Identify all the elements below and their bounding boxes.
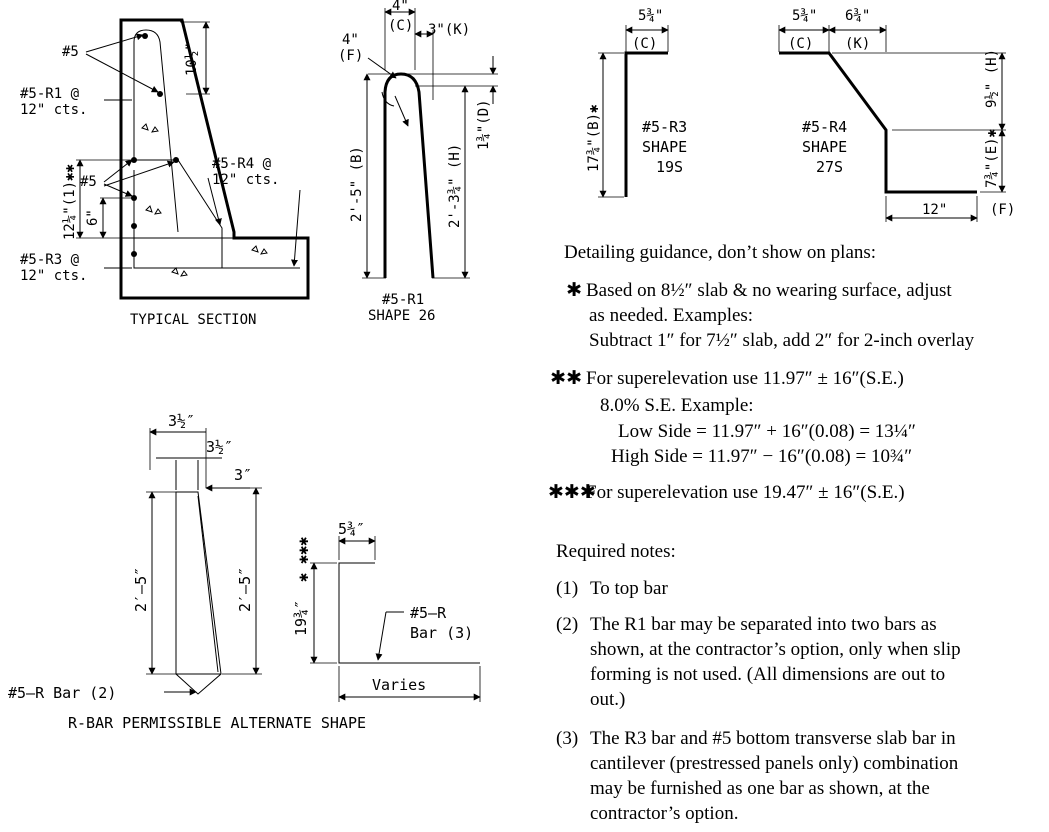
alt-dim-top3: 3″: [234, 466, 253, 484]
alt-varies: Varies: [372, 676, 427, 694]
dim-top: 10½": [184, 42, 200, 76]
required-note-1-number: (1): [556, 578, 579, 599]
alt-bar3-line1: #5–R: [410, 604, 447, 622]
dim-six: 6": [85, 209, 101, 226]
required-note-1-line1: To top bar: [590, 578, 668, 599]
alt-title: R-BAR PERMISSIBLE ALTERNATE SHAPE: [68, 714, 367, 732]
note-star2-line2: 8.0% S.E. Example:: [600, 395, 754, 416]
r3-label-line1: #5-R3: [642, 118, 688, 136]
required-note-1: [556, 576, 668, 601]
alt-bar3-line2: Bar (3): [410, 624, 474, 642]
r4-dim-k: 6¾": [845, 8, 871, 24]
note-star2: [548, 366, 904, 391]
r4-dim-e: 7¾"(E)✱: [984, 128, 1000, 188]
note-star2-line3: Low Side = 11.97″ + 16″(0.08) = 13¼″: [618, 421, 916, 442]
label-r1-line2: 12" cts.: [20, 102, 88, 118]
alt-dim-hook: 5¾″: [338, 520, 366, 538]
required-note-3: [556, 726, 956, 751]
alt-dim-right: 2′–5″: [236, 566, 254, 612]
label-bar5-mid: #5: [80, 174, 97, 190]
required-note-2-line2: shown, at the contractor’s option, only when slip: [590, 639, 961, 660]
label-r4-line1: #5-R4 @: [212, 156, 272, 172]
r4-label-line2: SHAPE: [802, 138, 848, 156]
r3-label-line3: 19S: [656, 158, 684, 176]
label-bar5-top: #5: [62, 44, 79, 60]
note-star1-symbol: ✱: [566, 280, 582, 301]
r1-dim-k: 3"(K): [428, 22, 471, 38]
note-star1-line3: Subtract 1″ for 7½″ slab, add 2″ for 2-inch overlay: [589, 330, 975, 351]
r1-dim-f-line1: 4": [342, 32, 359, 48]
r4-dim-c: 5¾": [792, 8, 818, 24]
label-r3-line1: #5-R3 @: [20, 252, 80, 268]
r4-dim-c-tag: (C): [788, 36, 814, 52]
r1-dim-c-tag: (C): [388, 18, 414, 34]
r3-label-line2: SHAPE: [642, 138, 688, 156]
note-star1: [548, 278, 952, 303]
note-star3: [548, 480, 905, 505]
r1-dim-b: 2'-5" (B): [349, 146, 365, 222]
r1-dim-d: 1¾"(D): [476, 99, 492, 150]
required-heading: Required notes:: [556, 541, 676, 562]
required-note-3-line3: may be furnished as one bar as shown, at the: [590, 778, 930, 799]
r4-label-line1: #5-R4: [802, 118, 848, 136]
note-star2-symbol: ✱✱: [550, 368, 582, 389]
note-star2-line4: High Side = 11.97″ − 16″(0.08) = 10¾″: [611, 446, 913, 467]
required-note-2-number: (2): [556, 614, 579, 635]
r4-label-line3: 27S: [816, 158, 844, 176]
detailing-heading: Detailing guidance, don’t show on plans:: [564, 242, 877, 263]
required-note-3-number: (3): [556, 728, 579, 749]
alt-dim-leg: 19¾″: [292, 599, 310, 636]
r1-label-line2: SHAPE 26: [368, 308, 436, 324]
required-note-2-line4: out.): [590, 689, 626, 710]
typical-section-title: TYPICAL SECTION: [130, 312, 257, 328]
alt-leg-marks: ✱ ✱✱✱: [294, 536, 312, 582]
required-note-3-line1: The R3 bar and #5 bottom transverse slab bar in: [590, 728, 956, 749]
required-note-2-line3: forming is not used. (All dimensions are out to: [590, 664, 946, 685]
r1-dim-f-line2: (F): [338, 48, 364, 64]
dim-left: 12¼"(1)✱✱: [62, 164, 78, 240]
note-star3-line1: For superelevation use 19.47″ ± 16″(S.E.): [586, 482, 905, 503]
r3-dim-c: 5¾": [638, 8, 664, 24]
r1-dim-h: 2'-3¾" (H): [447, 143, 463, 228]
r3-dim-c-tag: (C): [632, 36, 658, 52]
r4-dim-f: 12": [922, 202, 948, 218]
r3-dim-b: 17¾"(B)✱: [586, 104, 602, 172]
alt-dim-top1: 3½″: [168, 412, 196, 430]
label-r4-line2: 12" cts.: [212, 172, 280, 188]
note-star2-line1: For superelevation use 11.97″ ± 16″(S.E.): [586, 368, 904, 389]
note-star1-line2: as needed. Examples:: [589, 305, 754, 326]
r4-dim-k-tag: (K): [845, 36, 871, 52]
required-note-2-line1: The R1 bar may be separated into two bars as: [590, 614, 937, 635]
r4-dim-h: 9½" (H): [984, 48, 1000, 108]
required-note-3-line2: cantilever (prestressed panels only) combination: [590, 753, 959, 774]
required-note-3-line4: contractor’s option.: [590, 803, 739, 824]
alt-dim-top2: 3½″: [206, 438, 234, 456]
note-star3-symbol: ✱✱✱: [548, 482, 596, 503]
r1-dim-c: 4": [392, 0, 409, 14]
r1-label-line1: #5-R1: [382, 292, 425, 308]
label-r1-line1: #5-R1 @: [20, 86, 80, 102]
note-star1-line1: Based on 8½″ slab & no wearing surface, adjust: [586, 280, 952, 301]
label-r3-line2: 12" cts.: [20, 268, 88, 284]
required-note-2: [556, 612, 937, 637]
r4-dim-f-tag: (F): [990, 202, 1016, 218]
alt-dim-left: 2′–5″: [132, 566, 150, 612]
alt-bar2-label: #5–R Bar (2): [8, 684, 117, 702]
